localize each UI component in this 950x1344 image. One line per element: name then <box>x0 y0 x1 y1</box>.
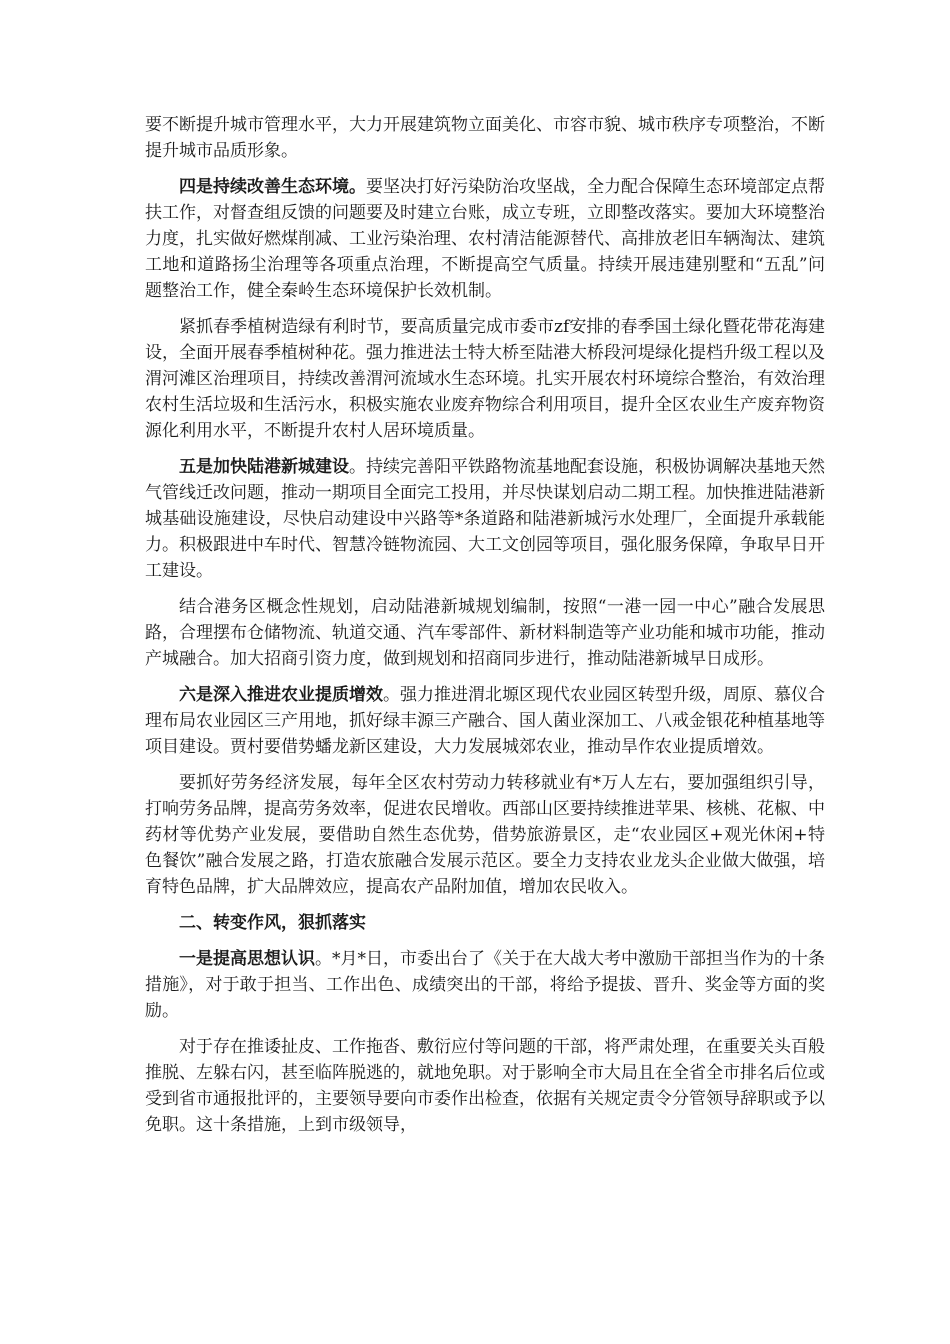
paragraph-text: 结合港务区概念性规划，启动陆港新城规划编制，按照“一港一园一中心”融合发展思路，合理摆布仓储物流、轨道交通、汽车零部件、新材料制造等产业功能和城市功能，推动产城融合。加大招商引资力度，做到规划和招商同步进行，推动陆港新城早日成形。 <box>145 597 825 669</box>
paragraph-port-planning <box>145 594 825 672</box>
paragraph-awareness <box>145 946 825 1024</box>
paragraph-lead: 六是深入推进农业提质增效 <box>179 685 383 705</box>
document-body <box>145 112 825 1138</box>
paragraph-text: 紧抓春季植树造绿有利时节，要高质量完成市委市zf安排的春季国土绿化暨花带花海建设，全面开展春季植树种花。强力推进法士特大桥至陆港大桥段河堤绿化提档升级工程以及渭河滩区治理项目，持续改善渭河流域水生态环境。扎实开展农村环境综合整治，有效治理农村生活垃圾和生活污水，积极实施农业废弃物综合利用项目，提升全区农业生产废弃物资源化利用水平，不断提升农村人居环境质量。 <box>145 317 825 441</box>
paragraph-text: 对于存在推诿扯皮、工作拖沓、敷衍应付等问题的干部，将严肃处理，在重要关头百般推脱、左躲右闪，甚至临阵脱逃的，就地免职。对于影响全市大局且在全省全市排名后位或受到省市通报批评的，主要领导要向市委作出检查，依据有关规定责令分管领导辞职或予以免职。这十条措施，上到市级领导， <box>145 1037 825 1135</box>
section-heading <box>145 910 825 936</box>
paragraph-agriculture <box>145 682 825 760</box>
paragraph-lead: 五是加快陆港新城建设 <box>179 457 349 477</box>
paragraph-text: 。*月*日，市委出台了《关于在大战大考中激励干部担当作为的十条措施》，对于敢于担当、工作出色、成绩突出的干部，将给予提拔、晋升、奖金等方面的奖励。 <box>145 949 825 1021</box>
paragraph-land-port <box>145 454 825 584</box>
paragraph-afforestation <box>145 314 825 444</box>
paragraph-text: 。强力推进渭北塬区现代农业园区转型升级，周原、慕仪合理布局农业园区三产用地，抓好绿丰源三产融合、国人菌业深加工、八戒金银花种植基地等项目建设。贾村要借势蟠龙新区建设，大力发展城郊农业，推动旱作农业提质增效。 <box>145 685 825 757</box>
paragraph-text: 。持续完善阳平铁路物流基地配套设施，积极协调解决基地天然气管线迁改问题，推动一期项目全面完工投用，并尽快谋划启动二期工程。加快推进陆港新城基础设施建设，尽快启动建设中兴路等*条道路和陆港新城污水处理厂，全面提升承载能力。积极跟进中车时代、智慧冷链物流园、大工文创园等项目，强化服务保障，争取早日开工建设。 <box>145 457 825 581</box>
paragraph-lead: 四是持续改善生态环境。 <box>179 177 366 197</box>
paragraph-ecology <box>145 174 825 304</box>
paragraph-text: 要不断提升城市管理水平，大力开展建筑物立面美化、市容市貌、城市秩序专项整治，不断提升城市品质形象。 <box>145 115 825 161</box>
section-heading-text: 二、转变作风，狠抓落实 <box>179 913 366 933</box>
paragraph-lead: 一是提高思想认识 <box>179 949 315 969</box>
paragraph-city-management <box>145 112 825 164</box>
paragraph-accountability <box>145 1034 825 1138</box>
paragraph-text: 要抓好劳务经济发展，每年全区农村劳动力转移就业有*万人左右，要加强组织引导，打响劳务品牌，提高劳务效率，促进农民增收。西部山区要持续推进苹果、核桃、花椒、中药材等优势产业发展，要借助自然生态优势，借势旅游景区，走“农业园区+观光休闲+特色餐饮”融合发展之路，打造农旅融合发展示范区。要全力支持农业龙头企业做大做强，培育特色品牌，扩大品牌效应，提高农产品附加值，增加农民收入。 <box>145 773 825 897</box>
paragraph-labor-economy <box>145 770 825 900</box>
paragraph-text: 要坚决打好污染防治攻坚战，全力配合保障生态环境部定点帮扶工作，对督查组反馈的问题要及时建立台账，成立专班，立即整改落实。要加大环境整治力度，扎实做好燃煤削减、工业污染治理、农村清洁能源替代、高排放老旧车辆淘汰、建筑工地和道路扬尘治理等各项重点治理，不断提高空气质量。持续开展违建别墅和“五乱”问题整治工作，健全秦岭生态环境保护长效机制。 <box>145 177 825 301</box>
